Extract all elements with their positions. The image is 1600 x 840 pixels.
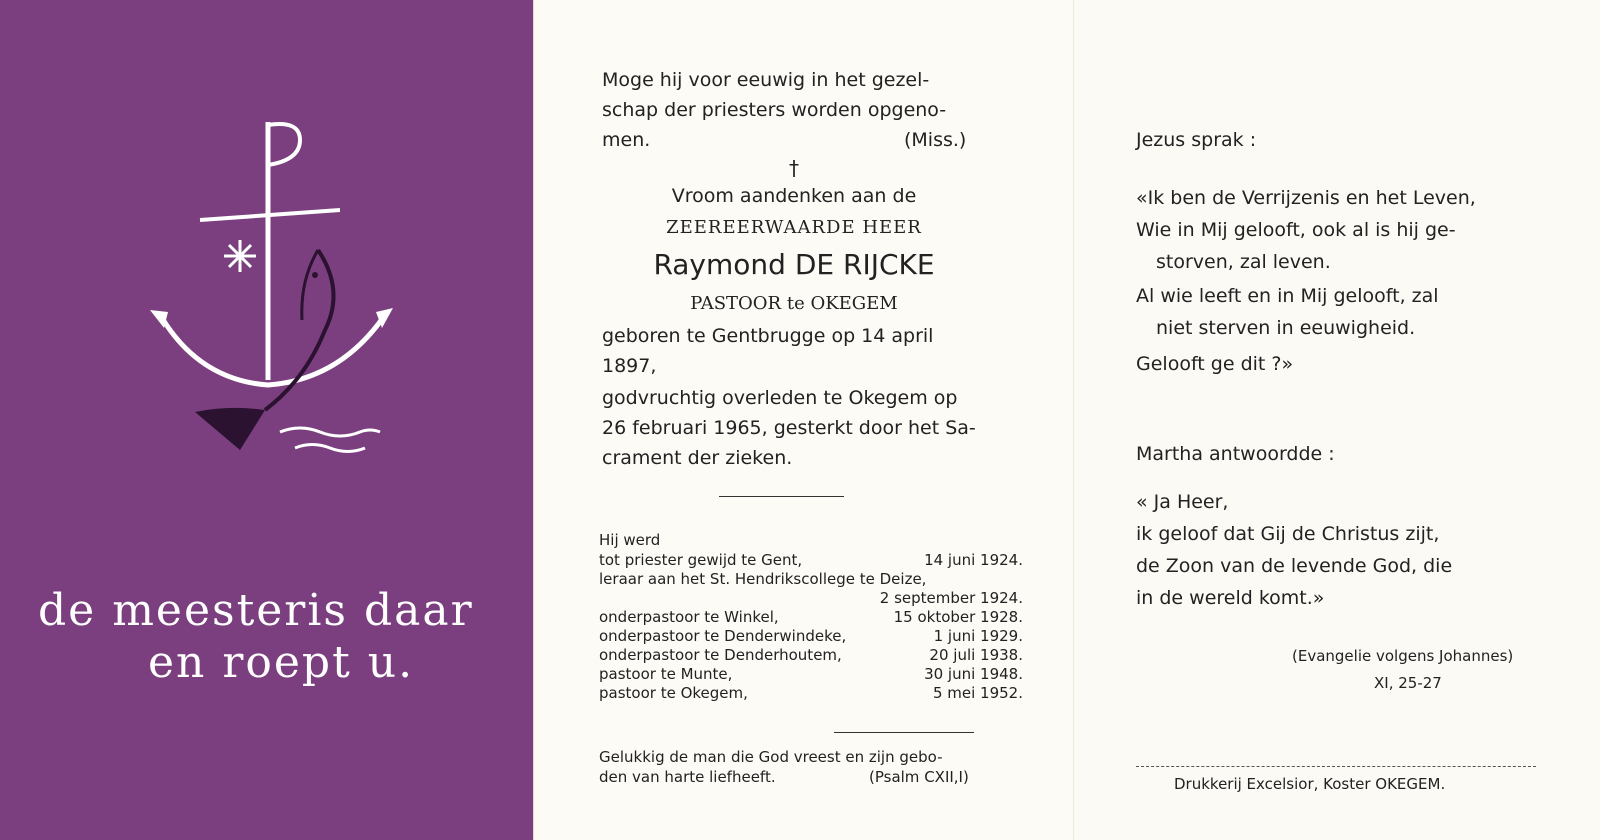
dotted-divider bbox=[1136, 766, 1536, 767]
career-role: onderpastoor te Denderhoutem, bbox=[599, 646, 842, 664]
prayer-line2: schap der priesters worden opgeno- bbox=[602, 99, 947, 121]
anchor-fish-emblem bbox=[0, 0, 533, 500]
divider bbox=[719, 496, 844, 497]
career-role: tot priester gewijd te Gent, bbox=[599, 551, 803, 569]
quote-line2: Wie in Mij gelooft, ook al is hij ge- bbox=[1136, 219, 1456, 241]
died-line1: godvruchtig overleden te Okegem op bbox=[602, 387, 958, 409]
career-date: 15 oktober 1928. bbox=[893, 608, 1023, 626]
cover-panel bbox=[0, 0, 533, 840]
psalm-line1: Gelukkig de man die God vreest en zijn gebo- bbox=[599, 748, 943, 766]
cover-title-line2: en roept u. bbox=[148, 637, 415, 688]
career-role: pastoor te Okegem, bbox=[599, 684, 748, 702]
printer-credit: Drukkerij Excelsior, Koster OKEGEM. bbox=[1174, 775, 1446, 793]
memorial-panel bbox=[533, 0, 1073, 840]
career-date: 5 mei 1952. bbox=[932, 684, 1023, 702]
career-role: pastoor te Munte, bbox=[599, 665, 733, 683]
deceased-title: PASTOOR te OKEGEM bbox=[690, 293, 898, 314]
career-role: onderpastoor te Winkel, bbox=[599, 608, 779, 626]
career-date: 30 juni 1948. bbox=[924, 665, 1023, 683]
answer-intro: Martha antwoordde : bbox=[1136, 443, 1335, 465]
answer-line4: in de wereld komt.» bbox=[1136, 587, 1325, 609]
quote-line4: Al wie leeft en in Mij gelooft, zal bbox=[1136, 285, 1439, 307]
career-date: 1 juni 1929. bbox=[933, 627, 1023, 645]
fish-icon bbox=[195, 250, 334, 450]
prayer-line3: men. bbox=[602, 129, 651, 151]
died-line2: 26 februari 1965, gesterkt door het Sa- bbox=[602, 417, 976, 439]
career-role: leraar aan het St. Hendrikscollege te Deize, bbox=[599, 570, 927, 588]
career-date: 20 juli 1938. bbox=[929, 646, 1023, 664]
answer-line2: ik geloof dat Gij de Christus zijt, bbox=[1136, 523, 1440, 545]
deceased-name: Raymond DE RIJCKE bbox=[653, 248, 935, 281]
quote-line6: Gelooft ge dit ?» bbox=[1136, 353, 1294, 375]
prayer-line1: Moge hij voor eeuwig in het gezel- bbox=[602, 69, 930, 91]
psalm-line2: den van harte liefheeft. bbox=[599, 768, 776, 786]
cover-title-line1: de meesteris daar bbox=[38, 585, 474, 636]
gospel-intro: Jezus sprak : bbox=[1136, 129, 1257, 151]
prayer-source: (Miss.) bbox=[904, 129, 967, 151]
quote-line1: «Ik ben de Verrijzenis en het Leven, bbox=[1136, 187, 1476, 209]
cross-icon: † bbox=[789, 156, 799, 180]
waves-icon bbox=[280, 428, 380, 452]
career-date: 14 juni 1924. bbox=[924, 551, 1023, 569]
born-line2: 1897, bbox=[602, 355, 657, 377]
gospel-reference: (Evangelie volgens Johannes) bbox=[1292, 647, 1514, 665]
star-icon bbox=[224, 240, 256, 272]
born-line1: geboren te Gentbrugge op 14 april bbox=[602, 325, 934, 347]
psalm-source: (Psalm CXII,I) bbox=[869, 768, 969, 786]
career-intro: Hij werd bbox=[599, 531, 661, 549]
answer-line1: « Ja Heer, bbox=[1136, 491, 1229, 513]
career-role: onderpastoor te Denderwindeke, bbox=[599, 627, 847, 645]
gospel-verse: XI, 25-27 bbox=[1374, 674, 1442, 692]
career-divider bbox=[834, 732, 974, 733]
memorial-intro: Vroom aandenken aan de bbox=[671, 185, 917, 207]
answer-line3: de Zoon van de levende God, die bbox=[1136, 555, 1453, 577]
gospel-panel bbox=[1073, 0, 1600, 840]
quote-line3: storven, zal leven. bbox=[1156, 251, 1331, 273]
died-line3: crament der zieken. bbox=[602, 447, 793, 469]
honorific: ZEEREERWAARDE HEER bbox=[666, 217, 922, 238]
career-date: 2 september 1924. bbox=[879, 589, 1023, 607]
quote-line5: niet sterven in eeuwigheid. bbox=[1156, 317, 1416, 339]
